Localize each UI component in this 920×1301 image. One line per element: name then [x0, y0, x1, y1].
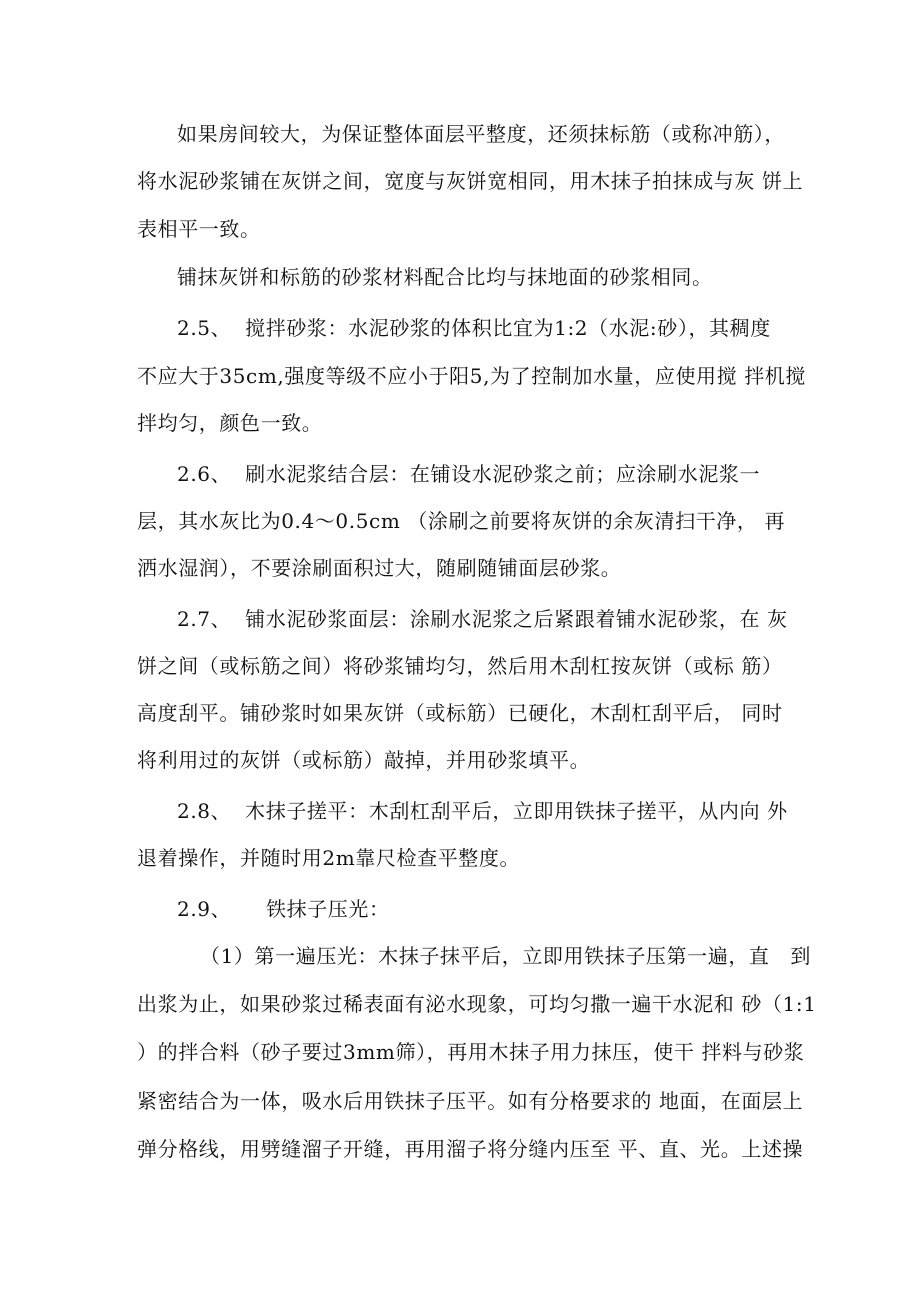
paragraph-line: 弹分格线，用劈缝溜子开缝，再用溜子将分缝内压至 平、直、光。上述操	[137, 1137, 804, 1161]
paragraph-line: 如果房间较大，为保证整体面层平整度，还须抹标筋（或称冲筋），	[177, 122, 785, 146]
subitem-line: （1）第一遍压光：木抹子抹平后，立即用铁抹子压第一遍，直 到	[200, 944, 811, 968]
paragraph-line: 饼之间（或标筋之间）将砂浆铺均匀，然后用木刮杠按灰饼（或标 筋）	[137, 654, 783, 678]
paragraph-line: 洒水湿润），不要涂刷面积过大，随刷随铺面层砂浆。	[137, 556, 622, 580]
section-line: 2.5、 搅拌砂浆：水泥砂浆的体积比宜为1:2（水泥:砂），其稠度	[177, 316, 771, 340]
paragraph-line: 不应大于35cm,强度等级不应小于阳5,为了控制加水量，应使用搅 拌机搅	[137, 364, 807, 388]
section-line: 2.9、 铁抹子压光：	[177, 897, 390, 921]
paragraph-line: 拌均匀，颜色一致。	[137, 411, 323, 435]
paragraph-line: 表相平一致。	[137, 217, 261, 241]
paragraph-line: ）的拌合料（砂子要过3mm筛），再用木抹子用力抹压，使干 拌料与砂浆	[137, 1040, 805, 1064]
section-line: 2.8、 木抹子搓平：木刮杠刮平后，立即用铁抹子搓平，从内向 外	[177, 799, 788, 823]
section-line: 2.6、 刷水泥浆结合层：在铺设水泥砂浆之前；应涂刷水泥浆一	[177, 462, 761, 486]
paragraph-line: 退着操作，并随时用2m靠尺检查平整度。	[137, 846, 521, 870]
paragraph-line: 将利用过的灰饼（或标筋）敲掉，并用砂浆填平。	[137, 748, 591, 772]
paragraph-line: 层，其水灰比为0.4～0.5cm （涂刷之前要将灰饼的余灰清扫干净， 再	[137, 509, 786, 533]
paragraph-line: 铺抹灰饼和标筋的砂浆材料配合比均与抹地面的砂浆相同。	[177, 265, 713, 289]
paragraph-line: 将水泥砂浆铺在灰饼之间，宽度与灰饼宽相同，用木抹子拍抹成与灰 饼上	[137, 169, 804, 193]
paragraph-line: 出浆为止，如果砂浆过稀表面有泌水现象，可均匀撒一遍干水泥和 砂（1:1	[137, 992, 817, 1016]
paragraph-line: 紧密结合为一体，吸水后用铁抹子压平。如有分格要求的 地面，在面层上	[137, 1089, 804, 1113]
paragraph-line: 高度刮平。铺砂浆时如果灰饼（或标筋）已硬化，木刮杠刮平后， 同时	[137, 701, 783, 725]
section-line: 2.7、 铺水泥砂浆面层：涂刷水泥浆之后紧跟着铺水泥砂浆，在 灰	[177, 607, 788, 631]
